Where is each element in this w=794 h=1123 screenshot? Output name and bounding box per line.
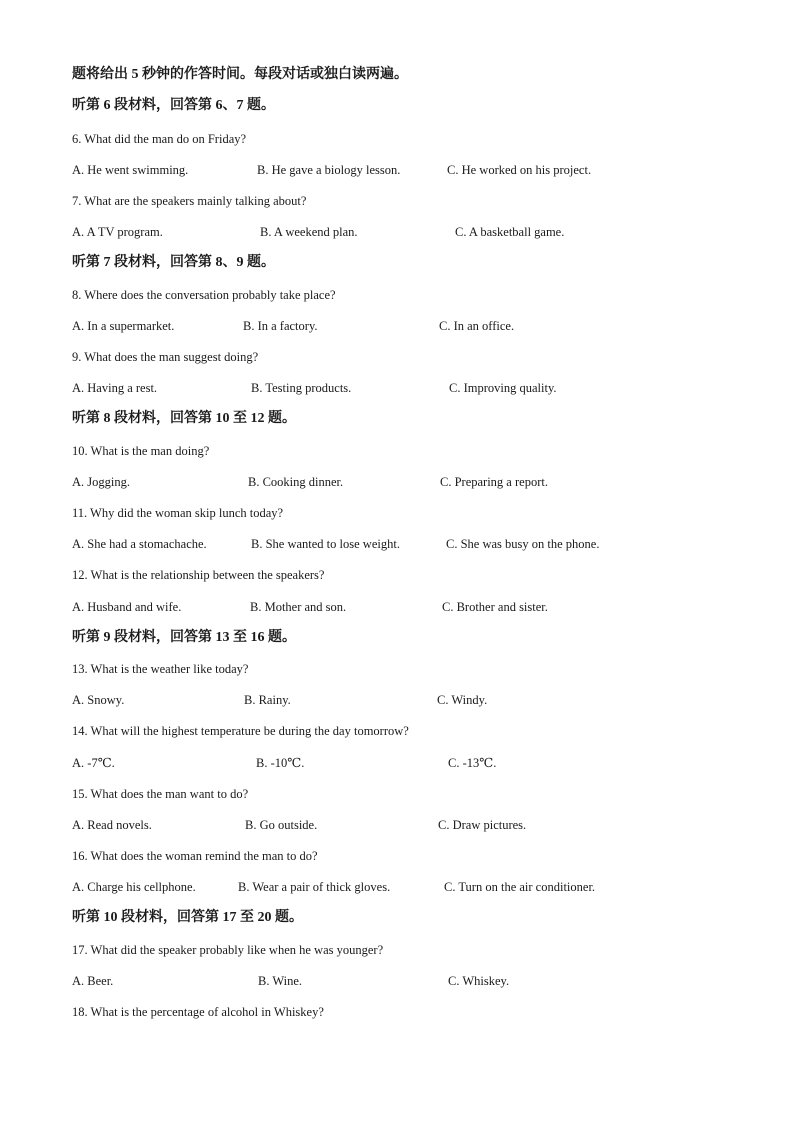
option-b: B. Mother and son.	[250, 600, 347, 614]
question: 18. What is the percentage of alcohol in Whiskey?	[72, 1005, 324, 1019]
question: 15. What does the man want to do?	[72, 787, 249, 801]
option-a: A. Charge his cellphone.	[72, 880, 196, 894]
option-c: C. Whiskey.	[448, 974, 510, 988]
question: 8. Where does the conversation probably take place?	[72, 288, 336, 302]
option-c: C. Draw pictures.	[438, 818, 527, 832]
question: 14. What will the highest temperature be during the day tomorrow?	[72, 724, 409, 738]
option-a: A. In a supermarket.	[72, 319, 175, 333]
option-b: B. A weekend plan.	[260, 225, 358, 239]
option-b: B. Wear a pair of thick gloves.	[238, 880, 391, 894]
option-b: B. Testing products.	[251, 381, 352, 395]
question: 11. Why did the woman skip lunch today?	[72, 506, 284, 520]
option-b: B. -10℃.	[256, 756, 305, 770]
option-a: A. She had a stomachache.	[72, 537, 207, 551]
option-a: A. -7℃.	[72, 756, 115, 770]
option-a: A. A TV program.	[72, 225, 163, 239]
option-c: C. Windy.	[437, 693, 488, 707]
option-c: C. -13℃.	[448, 756, 497, 770]
option-b: B. Wine.	[258, 974, 303, 988]
section-heading: 听第 6 段材料，回答第 6、7 题。	[72, 98, 275, 113]
option-c: C. Improving quality.	[449, 381, 557, 395]
question: 13. What is the weather like today?	[72, 662, 249, 676]
option-a: A. He went swimming.	[72, 163, 189, 177]
section-heading: 听第 8 段材料，回答第 10 至 12 题。	[72, 411, 296, 426]
question: 16. What does the woman remind the man to do?	[72, 849, 318, 863]
option-a: A. Beer.	[72, 974, 114, 988]
option-b: B. Cooking dinner.	[248, 475, 344, 489]
option-a: A. Read novels.	[72, 818, 152, 832]
option-b: B. She wanted to lose weight.	[251, 537, 400, 551]
section-heading: 听第 7 段材料，回答第 8、9 题。	[72, 255, 275, 270]
option-a: A. Having a rest.	[72, 381, 158, 395]
section-heading: 听第 9 段材料，回答第 13 至 16 题。	[72, 630, 296, 645]
intro-text: 题将给出 5 秒钟的作答时间。每段对话或独白读两遍。	[72, 67, 408, 82]
option-a: A. Jogging.	[72, 475, 130, 489]
option-c: C. Preparing a report.	[440, 475, 548, 489]
question: 12. What is the relationship between the speakers?	[72, 568, 325, 582]
option-b: B. Go outside.	[245, 818, 318, 832]
option-b: B. In a factory.	[243, 319, 318, 333]
option-c: C. Turn on the air conditioner.	[444, 880, 596, 894]
question: 17. What did the speaker probably like when he was younger?	[72, 943, 384, 957]
question: 6. What did the man do on Friday?	[72, 132, 247, 146]
option-c: C. He worked on his project.	[447, 163, 592, 177]
section-heading: 听第 10 段材料，回答第 17 至 20 题。	[72, 910, 303, 925]
option-c: C. In an office.	[439, 319, 515, 333]
option-b: B. He gave a biology lesson.	[257, 163, 401, 177]
option-c: C. Brother and sister.	[442, 600, 548, 614]
option-a: A. Snowy.	[72, 693, 125, 707]
option-a: A. Husband and wife.	[72, 600, 182, 614]
question: 7. What are the speakers mainly talking about?	[72, 194, 307, 208]
question: 10. What is the man doing?	[72, 444, 210, 458]
option-b: B. Rainy.	[244, 693, 291, 707]
option-c: C. She was busy on the phone.	[446, 537, 600, 551]
option-c: C. A basketball game.	[455, 225, 565, 239]
question: 9. What does the man suggest doing?	[72, 350, 259, 364]
